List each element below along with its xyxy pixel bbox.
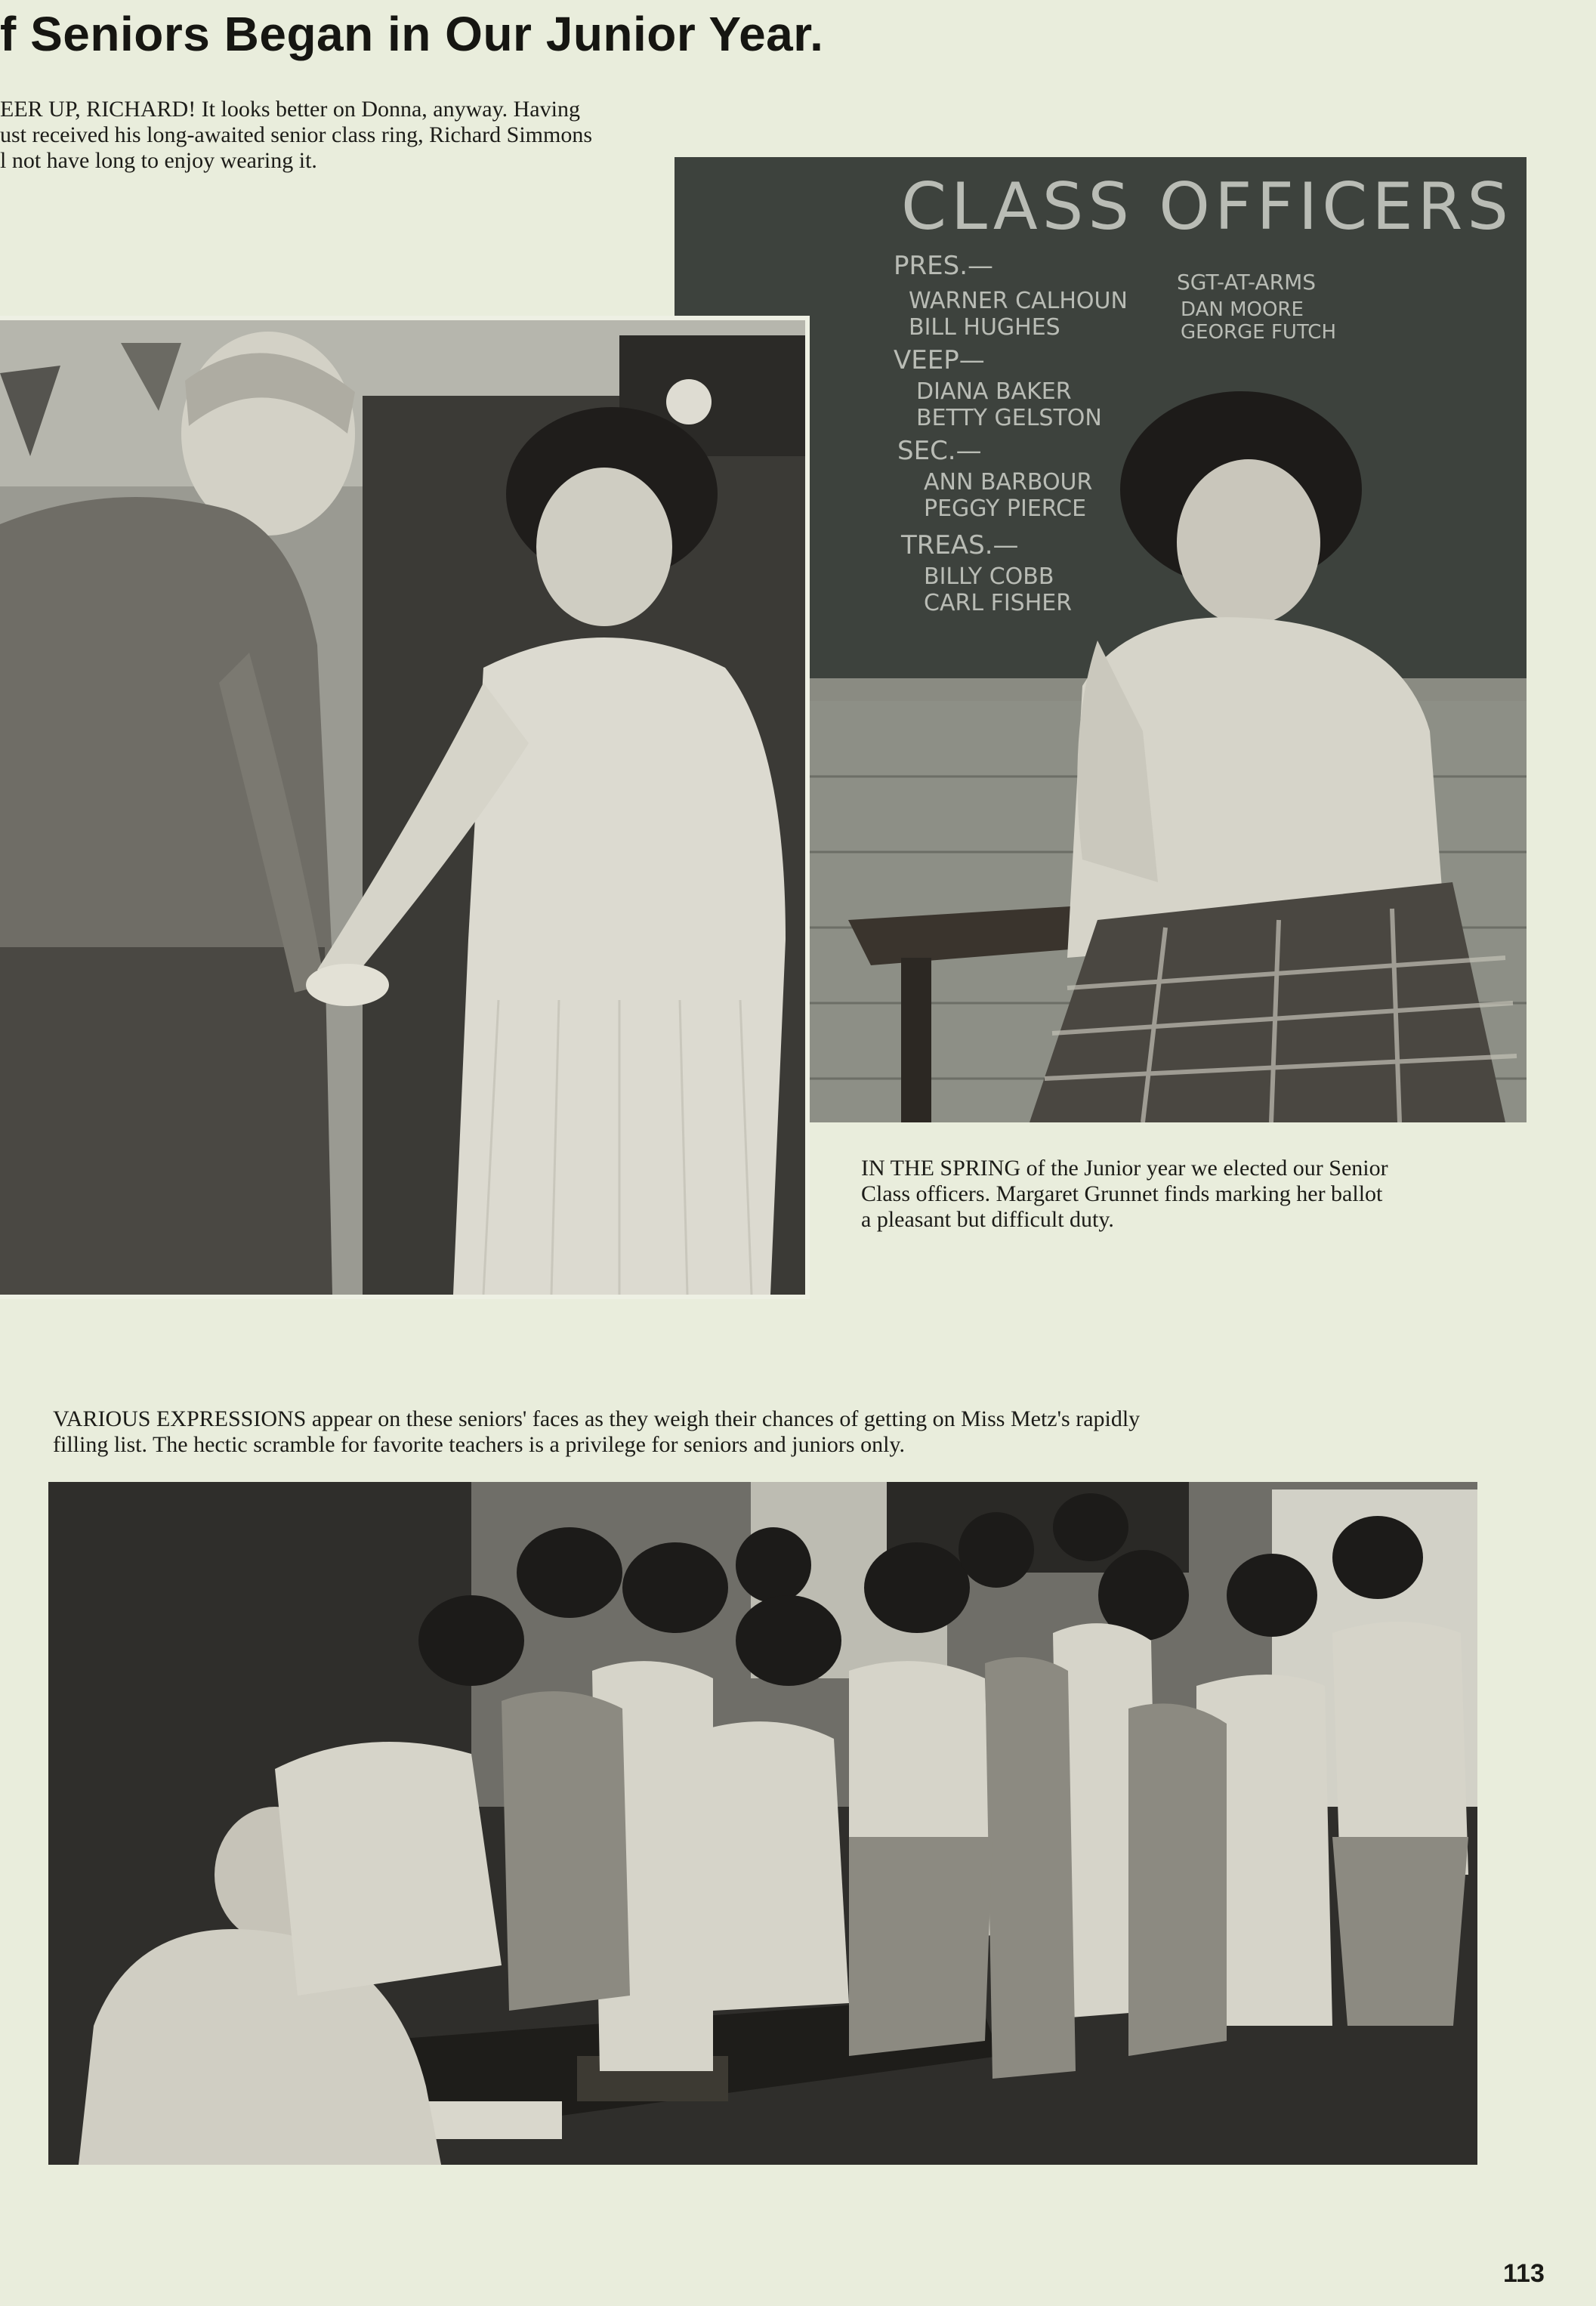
ring-caption-line-3: l not have long to enjoy wearing it. [0,148,317,173]
officers-caption [861,1156,1523,1233]
chalk-pres-2: BILL HUGHES [909,314,1060,341]
ring-photo-art [0,320,805,1295]
chalk-sec-2: PEGGY PIERCE [924,495,1087,522]
officers-caption-line-3: a pleasant but difficult duty. [861,1207,1114,1232]
chalk-pres-label: PRES.— [894,251,993,281]
chalk-vp-label: VEEP— [894,345,985,375]
officers-caption-line-1: IN THE SPRING of the Junior year we elected our Senior [861,1156,1388,1181]
ring-photo [0,316,810,1299]
chalk-sgt-2: GEORGE FUTCH [1181,321,1336,344]
ring-caption-line-2: ust received his long-awaited senior class ring, Richard Simmons [0,122,592,147]
officers-caption-line-2: Class officers. Margaret Grunnet finds marking her ballot [861,1181,1383,1206]
ring-caption-line-1: EER UP, RICHARD! It looks better on Donna, anyway. Having [0,97,580,122]
expressions-caption [53,1406,1488,1458]
chalk-treas-2: CARL FISHER [924,590,1073,616]
teacher-list-photo-art [48,1482,1477,2165]
chalk-sgt-1: DAN MOORE [1181,298,1304,321]
chalk-vp-1: DIANA BAKER [916,378,1072,405]
chalk-sec-label: SEC.— [897,436,982,466]
ring-caption [0,97,744,174]
page-number: 113 [1503,2259,1545,2288]
expressions-caption-line-2: filling list. The hectic scramble for favorite teachers is a privilege for seniors and juniors only. [53,1432,905,1457]
chalk-pres-1: WARNER CALHOUN [909,288,1128,314]
chalk-vp-2: BETTY GELSTON [916,405,1102,431]
chalk-sgt-label: SGT-AT-ARMS [1177,270,1317,295]
chalk-treas-1: BILLY COBB [924,563,1054,590]
teacher-list-photo [48,1482,1477,2165]
chalk-treas-label: TREAS.— [901,530,1019,560]
page-title: f Seniors Began in Our Junior Year. [0,7,824,61]
chalk-sec-1: ANN BARBOUR [924,469,1093,495]
expressions-caption-line-1: VARIOUS EXPRESSIONS appear on these seniors' faces as they weigh their chances of getting on Miss Metz's rapidly [53,1406,1141,1431]
chalk-heading: CLASS OFFICERS [901,169,1514,245]
